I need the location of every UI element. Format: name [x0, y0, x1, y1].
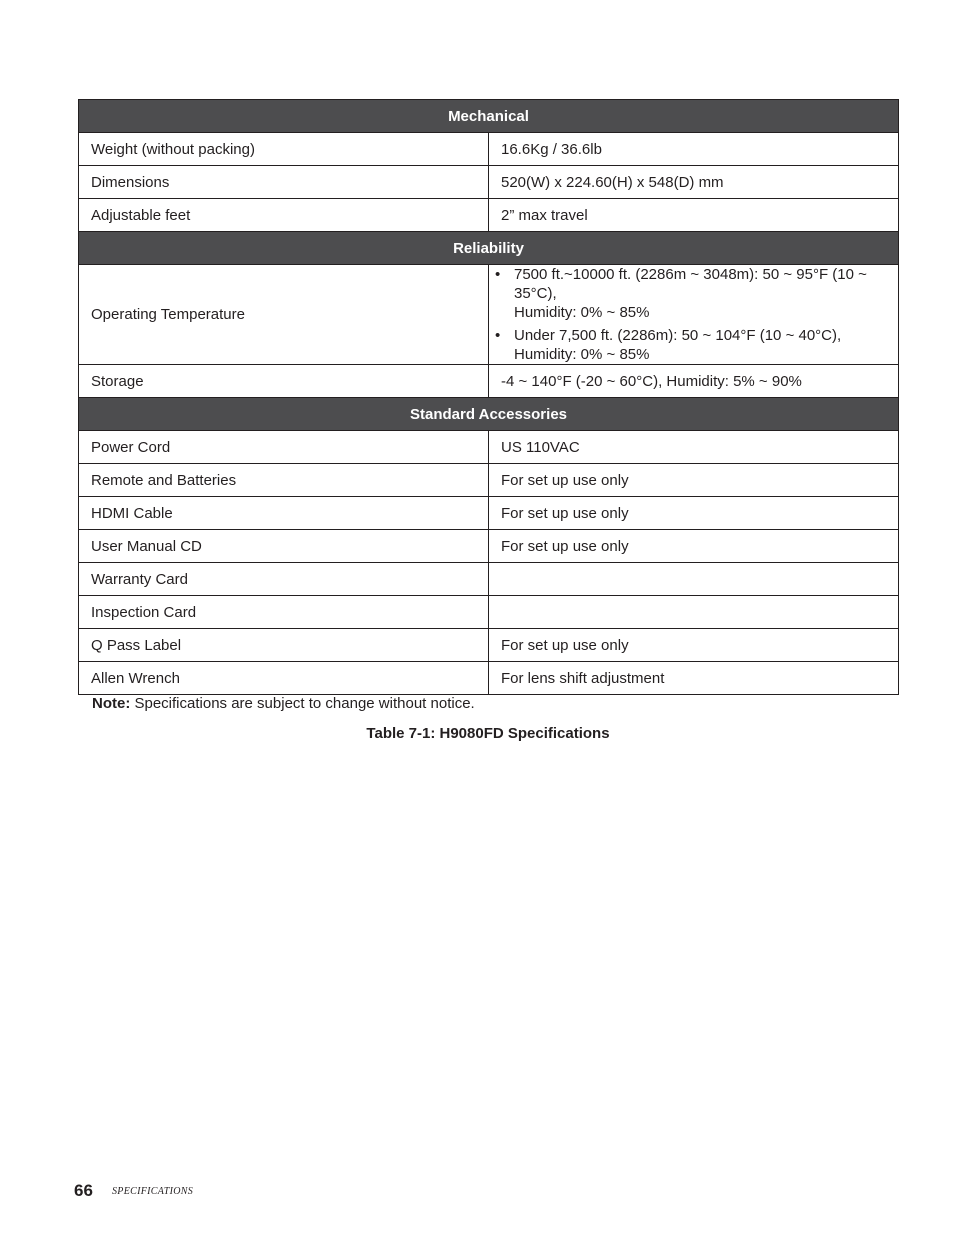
table-row	[79, 133, 899, 166]
table-row	[79, 662, 899, 695]
note-text: Specifications are subject to change without notice.	[130, 695, 475, 712]
spec-value: 520(W) x 224.60(H) x 548(D) mm	[489, 166, 899, 199]
list-item	[495, 265, 886, 322]
spec-value: For set up use only	[489, 464, 899, 497]
spec-value	[489, 265, 899, 365]
table-row	[79, 365, 899, 398]
section-header-accessories	[79, 398, 899, 431]
bullet-line: Under 7,500 ft. (2286m): 50 ~ 104°F (10 ~ 40°C),	[514, 327, 842, 344]
spec-value	[489, 563, 899, 596]
list-item	[495, 326, 886, 364]
bullet-line: Humidity: 0% ~ 85%	[514, 304, 650, 321]
section-header-reliability	[79, 232, 899, 265]
spec-label: HDMI Cable	[79, 497, 489, 530]
section-title: Standard Accessories	[79, 398, 899, 431]
spec-label: Remote and Batteries	[79, 464, 489, 497]
specifications-table	[78, 99, 899, 695]
bullet-line: 7500 ft.~10000 ft. (2286m ~ 3048m): 50 ~ 95°F (10 ~ 35°C),	[514, 266, 867, 302]
spec-label: Allen Wrench	[79, 662, 489, 695]
bullet-line: Humidity: 0% ~ 85%	[514, 346, 650, 363]
spec-label: User Manual CD	[79, 530, 489, 563]
spec-label: Q Pass Label	[79, 629, 489, 662]
table-row	[79, 530, 899, 563]
spec-value: 2” max travel	[489, 199, 899, 232]
spec-value: US 110VAC	[489, 431, 899, 464]
table-row	[79, 265, 899, 365]
bullet-icon: •	[495, 266, 501, 283]
table-row	[79, 199, 899, 232]
section-title: Reliability	[79, 232, 899, 265]
table-row	[79, 629, 899, 662]
table-row	[79, 431, 899, 464]
spec-value	[489, 596, 899, 629]
spec-value: For set up use only	[489, 629, 899, 662]
spec-value: For lens shift adjustment	[489, 662, 899, 695]
section-title: Mechanical	[79, 100, 899, 133]
table-row	[79, 166, 899, 199]
spec-label: Operating Temperature	[79, 265, 489, 365]
table-row	[79, 464, 899, 497]
table-row	[79, 497, 899, 530]
footer-section-title: SPECIFICATIONS	[112, 1186, 194, 1197]
table-row	[79, 596, 899, 629]
note-label: Note:	[92, 695, 131, 712]
spec-label: Warranty Card	[79, 563, 489, 596]
spec-label: Inspection Card	[79, 596, 489, 629]
operating-temperature-list	[495, 265, 886, 364]
spec-value: 16.6Kg / 36.6lb	[489, 133, 899, 166]
spec-label: Storage	[79, 365, 489, 398]
spec-label: Adjustable feet	[79, 199, 489, 232]
spec-value: -4 ~ 140°F (-20 ~ 60°C), Humidity: 5% ~ 90%	[489, 365, 899, 398]
table-row	[79, 563, 899, 596]
spec-value: For set up use only	[489, 530, 899, 563]
table-note	[92, 695, 475, 712]
spec-label: Weight (without packing)	[79, 133, 489, 166]
spec-value: For set up use only	[489, 497, 899, 530]
table-caption: Table 7-1: H9080FD Specifications	[366, 725, 610, 742]
spec-label: Dimensions	[79, 166, 489, 199]
spec-label: Power Cord	[79, 431, 489, 464]
page-number: 66	[74, 1181, 93, 1200]
bullet-icon: •	[495, 327, 501, 344]
section-header-mechanical	[79, 100, 899, 133]
